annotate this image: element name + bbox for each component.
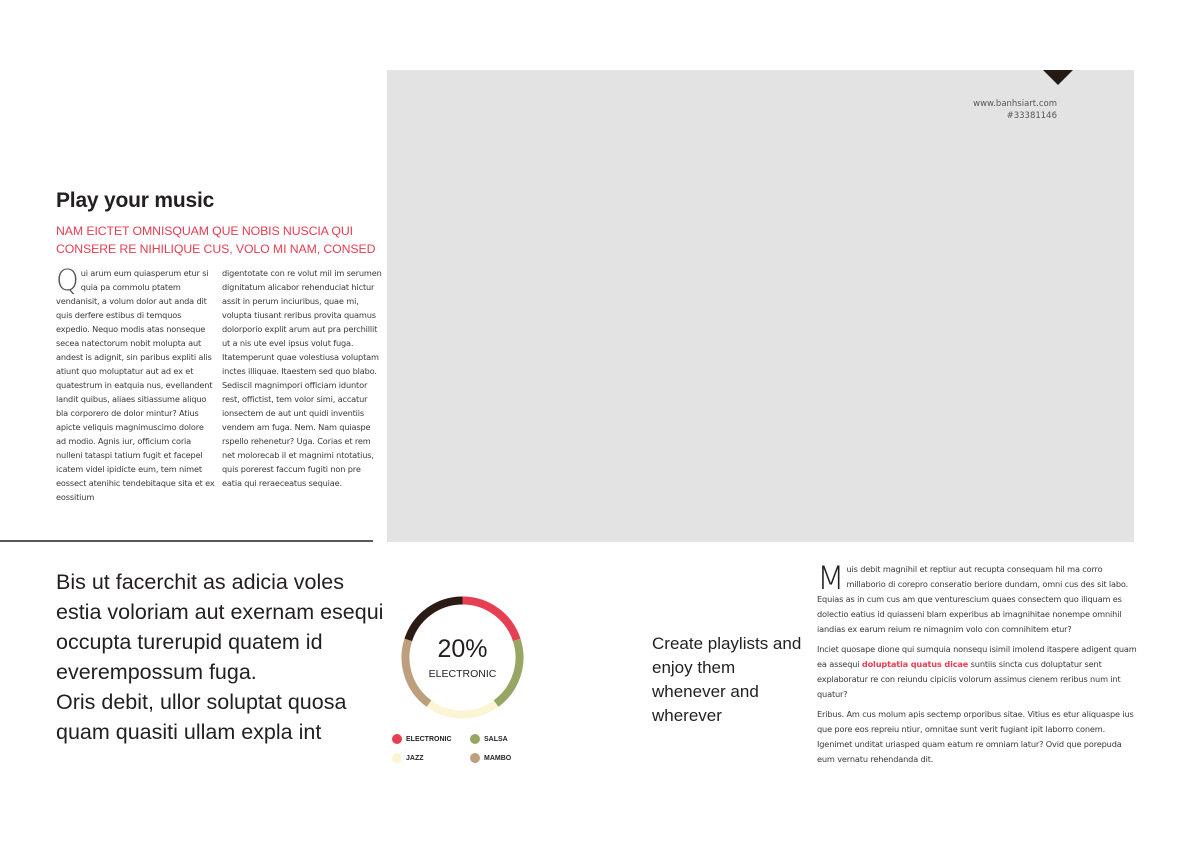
pull-quote: [56, 567, 386, 747]
section-divider: [0, 540, 373, 542]
tagline: Create playlists and enjoy them whenever and wherever: [652, 634, 802, 725]
donut-segment-jazz: [429, 704, 496, 715]
genre-donut-chart: [395, 590, 530, 725]
drop-cap: M: [817, 559, 845, 597]
credit-image-id: #33381146: [1006, 111, 1057, 121]
drop-cap: Q: [56, 263, 79, 297]
legend-label: ELECTRONIC: [406, 735, 452, 743]
highlighted-text: doluptatia quatus dicae: [861, 659, 969, 669]
legend-swatch-icon: [470, 753, 480, 763]
donut-center-value: 20%: [437, 635, 488, 663]
right-paragraph-2-start: Inciet quosape dione qui sumquia nonsequ isimil imolend itaspere adigent quam ea assequi: [817, 644, 1137, 669]
body-column-2: [222, 266, 382, 490]
donut-segment-other: [408, 601, 462, 640]
right-paragraph-1: [817, 559, 1137, 637]
article-subtitle: NAM EICTET OMNISQUAM QUE NOBIS NUSCIA QUI CONSERE RE NIHILIQUE CUS, VOLO MI NAM, CONSED: [56, 224, 376, 256]
legend-label: JAZZ: [406, 754, 424, 762]
credit-website: www.banhsiart.com: [973, 99, 1057, 109]
pull-quote-line-1: Bis ut facerchit as adicia voles estia voloriam aut exernam esequi occupta turerupid quatem id everempossum fuga.: [56, 570, 384, 684]
right-column: [817, 559, 1137, 772]
article-title: Play your music: [56, 189, 215, 212]
legend-item-mambo: [470, 753, 511, 763]
legend-item-jazz: [392, 753, 424, 763]
legend-label: MAMBO: [484, 754, 512, 762]
right-paragraph-2: [817, 642, 1137, 702]
legend-item-electronic: [392, 734, 452, 744]
donut-center-label: ELECTRONIC: [428, 668, 497, 680]
photo-placeholder: [387, 70, 1134, 542]
right-paragraph-1-text: uis debit magnihil et reptiur aut recupta consequam hil ma corro millaborio di corepro conseratio beriore dundam, omni cus des sit labo. Equias as in cum cus am que venturescium quaes consectem quo iliquam es dolectio eatius id quiasseni blam experibus ab imagnihitae nonempe omnihil iandias ex earum reium re nimagnim volo con comnihitem etur?: [817, 564, 1129, 634]
legend-item-salsa: [470, 734, 508, 744]
body-text-2: digentotate con re volut mil im serumen dignitatum alicabor rehenduciat hictur assit in perum inciuribus, quae mi, volupta tiusant reribus provita quamus dolorporio explit arum aut pra perchillit ut a nis ute evel ipsus volut fuga. Itatemperunt quae volestiusa voluptam inctes illiquae. Itaestem sed quo blabo. Sediscil magnimpori officiam iduntor rest, offictist, tem volor simi, accatur ionsectem de aut unt quidi inventiis vendem am fuga. Nem. Nam quiaspe rspello rehenetur? Uga. Corias et rem net molorecab il et magnimi ntotatius, quis porerest faccum fugiti non pre eatia qui reraeceatus sequiae.: [222, 268, 382, 488]
body-column-1: [56, 263, 216, 504]
legend-swatch-icon: [470, 734, 480, 744]
donut-segment-electronic: [463, 601, 517, 640]
right-paragraph-2-end: suntiis sincta cus doluptatur sent explaboratur re con reiundu cipiciis volorum assimus cienem reribus num int quatur?: [817, 659, 1121, 699]
legend-label: SALSA: [484, 735, 508, 743]
triangle-marker-icon: [1043, 70, 1073, 85]
right-paragraph-3: Eribus. Am cus molum apis sectemp orporibus sitae. Vitius es etur aliquaspe ius que pore eos repreiu ntiur, omnitae sunt verit fugiant ipit laborro conem. Igenimet unditat uriasped quam eatum re omniam latur? Ovid que porepuda eum vernatu rehendanda dit.: [817, 709, 1134, 764]
image-credit: [973, 98, 1057, 122]
legend-swatch-icon: [392, 753, 402, 763]
pull-quote-line-2: Oris debit, ullor soluptat quosa quam quasiti ullam expla int: [56, 690, 347, 744]
body-text-1: ui arum eum quiasperum etur si quia pa commolu ptatem vendanisit, a volum dolor aut anda dit quis derfere estibus di temquos expedio. Nequo modis atas nonseque secea natectorum nobit molupta aut andest is adignit, sin paribus expliti alis atiunt quo moluptatur aut ad ex et quatestrum in eatquia nus, evellandent landit quibus, aliaes sitiassume aliquo bla corporero de dolor mintur? Atius apicte veliquis magnimuscimo dolore ad modio. Agnis iur, officium coria nulleni tataspi tatium fugit et facepel icatem videl ipidicte eum, tem nimet eossect atenihic tendebitaque sita et ex eossitium: [56, 268, 215, 502]
legend-swatch-icon: [392, 734, 402, 744]
